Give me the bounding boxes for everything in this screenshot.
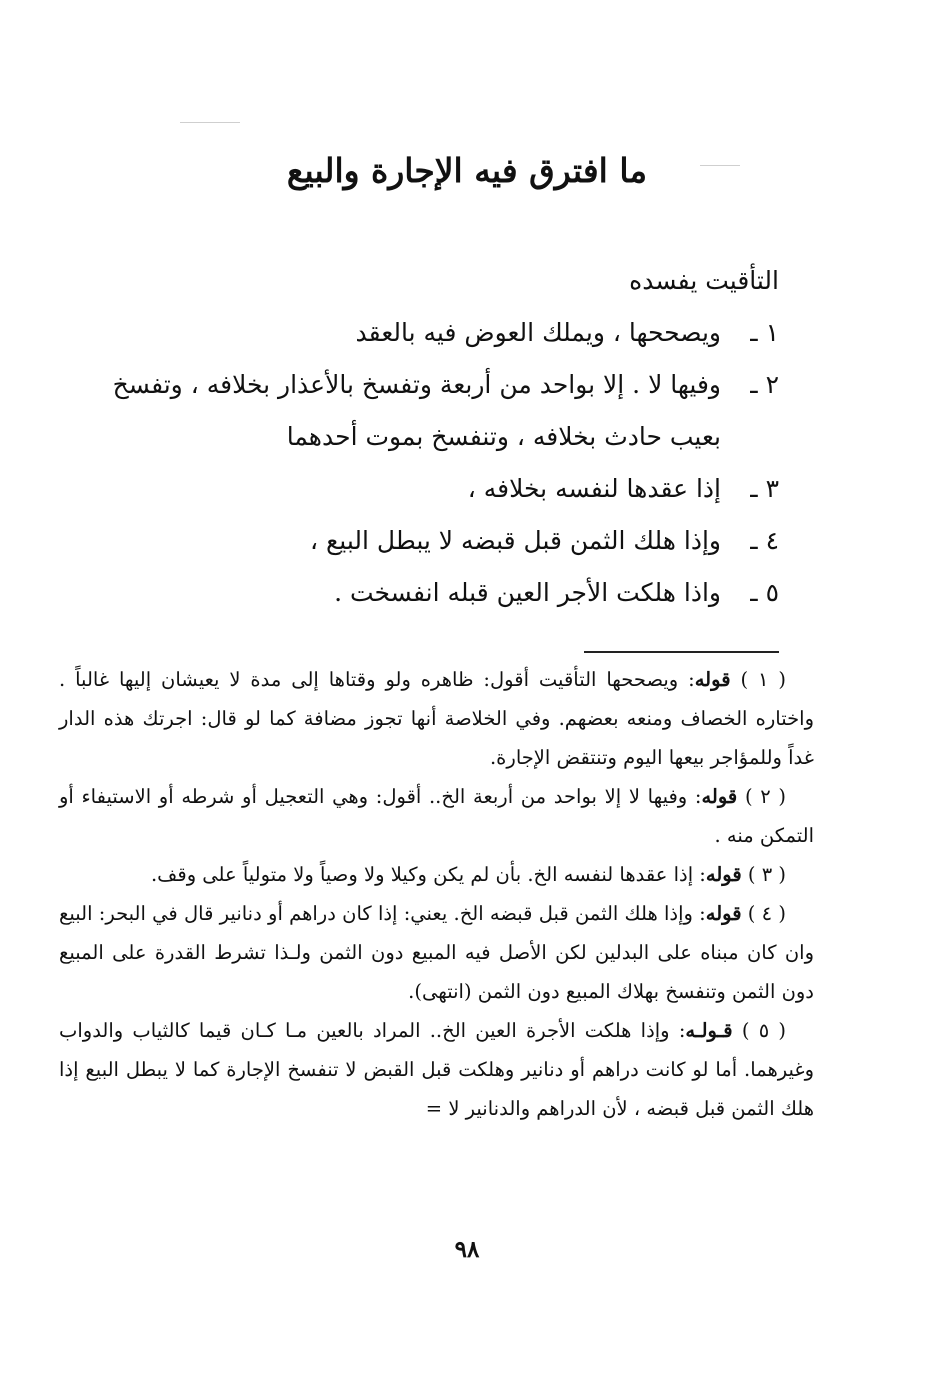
list-item-number: ٤ ـ — [750, 526, 779, 555]
list-item-number: ٣ ـ — [750, 474, 779, 503]
footnote — [59, 660, 814, 777]
footnote-lead: قوله — [701, 785, 738, 808]
footnote-text: : إذا عقدها لنفسه الخ. بأن لم يكن وكيلا ولا وصياً ولا متولياً على وقف. — [150, 863, 706, 886]
intro-line: التأقيت يفسده — [629, 266, 779, 295]
footnote — [59, 777, 814, 855]
list-item-number: ١ ـ — [750, 318, 779, 347]
footnote-number: ( ٣ ) — [747, 863, 786, 886]
list-item-text: وفيها لا . إلا بواحد من أربعة وتفسخ بالأعذار بخلافه ، وتفسخ بعيب حادث بخلافه ، وتنفسخ بموت أحدهما — [112, 370, 721, 451]
footnote-text: : ويصححها التأقيت أقول: ظاهره ولو وقتاها إلى مدة لا يعيشان إليها غالباً . واختاره الخصاف ومنعه بعضهم. وفي الخلاصة أنها تجوز مضافة كما لو قال: اجرتك هذه الدار غداً وللمؤاجر بيعها اليوم وتنتقض الإجارة. — [59, 668, 814, 769]
footnote-number: ( ٢ ) — [744, 785, 787, 808]
list-item — [69, 307, 779, 359]
list-item — [69, 463, 779, 515]
page-number: ٩٨ — [454, 1236, 480, 1263]
footnote-number: ( ٤ ) — [747, 902, 786, 925]
scan-speck — [180, 122, 240, 123]
list-item-number: ٢ ـ — [750, 370, 779, 399]
list-item-text: ويصححها ، ويملك العوض فيه بالعقد — [355, 318, 721, 347]
footnote-text: : وإذا هلك الثمن قبل قبضه الخ. يعني: إذا كان دراهم أو دنانير قال في البحر: البيع وان كان مبناه على البدلين لكن الأصل فيه المبيع دون الثمن ولـذا تشرط القدرة على المبيع دون الثمن وتنفسخ بهلاك المبيع دون الثمن (انتهى). — [59, 902, 814, 1003]
page-title: ما افترق فيه الإجارة والبيع — [286, 151, 648, 190]
footnote-divider — [584, 651, 779, 653]
main-text — [69, 255, 779, 619]
footnote-lead: قـولـه — [685, 1019, 733, 1042]
footnote-number: ( ٥ ) — [741, 1019, 787, 1042]
footnote-text: : وفيها لا إلا بواحد من أربعة الخ.. أقول: وهي التعجيل أو شرطه أو الاستيفاء أو التمكن منه . — [59, 785, 814, 847]
footnote — [59, 1011, 814, 1128]
list-item-number: ٥ ـ — [750, 578, 779, 607]
footnote-lead: قوله — [705, 902, 742, 925]
footnote-text: : وإذا هلكت الأجرة العين الخ.. المراد بالعين مـا كـان قيما كالثياب والدواب وغيرهما. أما لو كانت دراهم أو دنانير وهلكت قبل القبض لا تنفسخ الإجارة كما لا يبطل البيع إذا هلك الثمن قبل قبضه ، لأن الدراهم والدنانير لا = — [59, 1019, 814, 1120]
footnotes — [59, 660, 814, 1128]
list-item-text: إذا عقدها لنفسه بخلافه ، — [467, 474, 721, 503]
footnote — [59, 894, 814, 1011]
list-item-text: وإذا هلك الثمن قبل قبضه لا يبطل البيع ، — [309, 526, 721, 555]
list-item — [69, 567, 779, 619]
footnote — [59, 855, 814, 894]
footnote-number: ( ١ ) — [740, 668, 786, 691]
list-item — [69, 359, 779, 463]
comparison-list — [69, 307, 779, 619]
footnote-lead: قوله — [705, 863, 742, 886]
list-item — [69, 515, 779, 567]
list-item-text: واذا هلكت الأجر العين قبله انفسخت . — [334, 578, 721, 607]
footnote-lead: قوله — [694, 668, 731, 691]
